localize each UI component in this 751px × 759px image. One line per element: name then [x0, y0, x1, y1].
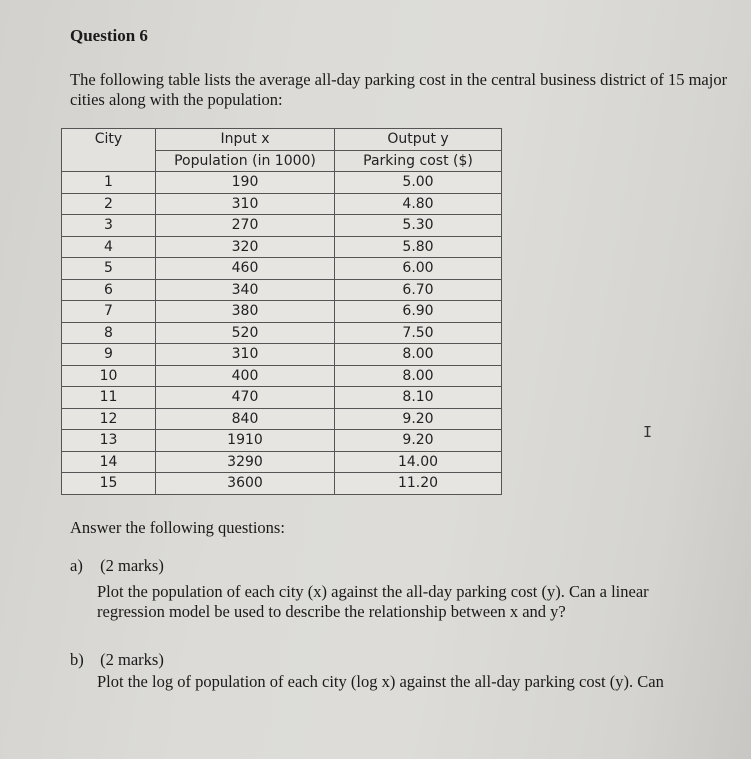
cell-population: 470: [156, 387, 335, 409]
table-row: [62, 473, 502, 495]
table-row: [62, 279, 502, 301]
cell-population: 270: [156, 215, 335, 237]
part-b-marker: b): [70, 650, 84, 669]
cell-city: 3: [62, 215, 156, 237]
question-title: Question 6: [70, 26, 148, 45]
cell-parking-cost: 14.00: [335, 451, 502, 473]
part-b-text: Plot the log of population of each city (log x) against the all-day parking cost (y). Can: [97, 672, 664, 691]
cell-parking-cost: 6.00: [335, 258, 502, 280]
cell-parking-cost: 11.20: [335, 473, 502, 495]
parking-data-table: [61, 128, 502, 495]
cell-parking-cost: 5.80: [335, 236, 502, 258]
cell-parking-cost: 9.20: [335, 408, 502, 430]
part-b-marks: (2 marks): [100, 650, 164, 669]
table-row: [62, 387, 502, 409]
header-parking-cost: Parking cost ($): [335, 150, 502, 172]
table-row: [62, 344, 502, 366]
cell-population: 340: [156, 279, 335, 301]
cell-parking-cost: 6.90: [335, 301, 502, 323]
table-row: [62, 430, 502, 452]
cell-parking-cost: 4.80: [335, 193, 502, 215]
cell-population: 310: [156, 344, 335, 366]
cell-city: 7: [62, 301, 156, 323]
table-row: [62, 258, 502, 280]
table-row: [62, 451, 502, 473]
cell-population: 310: [156, 193, 335, 215]
table-row: [62, 215, 502, 237]
cell-population: 1910: [156, 430, 335, 452]
cell-parking-cost: 6.70: [335, 279, 502, 301]
cell-city: 1: [62, 172, 156, 194]
header-city: City: [62, 129, 156, 172]
table-row: [62, 172, 502, 194]
part-b-header: [70, 650, 720, 670]
answer-heading: Answer the following questions:: [70, 518, 285, 537]
cell-parking-cost: 8.00: [335, 344, 502, 366]
header-input-x: Input x: [156, 129, 335, 151]
cell-parking-cost: 7.50: [335, 322, 502, 344]
text-cursor-ibeam-icon: I: [643, 423, 653, 441]
table-row: [62, 193, 502, 215]
cell-population: 460: [156, 258, 335, 280]
header-population: Population (in 1000): [156, 150, 335, 172]
cell-parking-cost: 9.20: [335, 430, 502, 452]
cell-city: 10: [62, 365, 156, 387]
cell-parking-cost: 5.00: [335, 172, 502, 194]
cell-population: 840: [156, 408, 335, 430]
cell-city: 12: [62, 408, 156, 430]
table-header-row: [62, 129, 502, 151]
question-intro: The following table lists the average all-day parking cost in the central business district of 15 major cities along with the population:: [70, 70, 728, 109]
cell-city: 14: [62, 451, 156, 473]
cell-parking-cost: 8.10: [335, 387, 502, 409]
cell-city: 4: [62, 236, 156, 258]
cell-population: 320: [156, 236, 335, 258]
table-body: [62, 172, 502, 495]
cell-population: 520: [156, 322, 335, 344]
table-row: [62, 236, 502, 258]
table-row: [62, 408, 502, 430]
table-row: [62, 301, 502, 323]
cell-population: 190: [156, 172, 335, 194]
cell-city: 8: [62, 322, 156, 344]
cell-city: 13: [62, 430, 156, 452]
part-a-header: [70, 556, 720, 576]
cell-city: 2: [62, 193, 156, 215]
cell-parking-cost: 5.30: [335, 215, 502, 237]
cell-city: 6: [62, 279, 156, 301]
cell-population: 380: [156, 301, 335, 323]
cell-city: 11: [62, 387, 156, 409]
table-row: [62, 365, 502, 387]
cell-city: 15: [62, 473, 156, 495]
cell-population: 3600: [156, 473, 335, 495]
part-a-marks: (2 marks): [100, 556, 164, 575]
cell-city: 9: [62, 344, 156, 366]
cell-city: 5: [62, 258, 156, 280]
part-a-text: Plot the population of each city (x) against the all-day parking cost (y). Can a linear regression model be used to describe the relationship between x and y?: [97, 582, 649, 621]
cell-parking-cost: 8.00: [335, 365, 502, 387]
table-row: [62, 322, 502, 344]
cell-population: 3290: [156, 451, 335, 473]
part-a-marker: a): [70, 556, 83, 575]
header-output-y: Output y: [335, 129, 502, 151]
cell-population: 400: [156, 365, 335, 387]
